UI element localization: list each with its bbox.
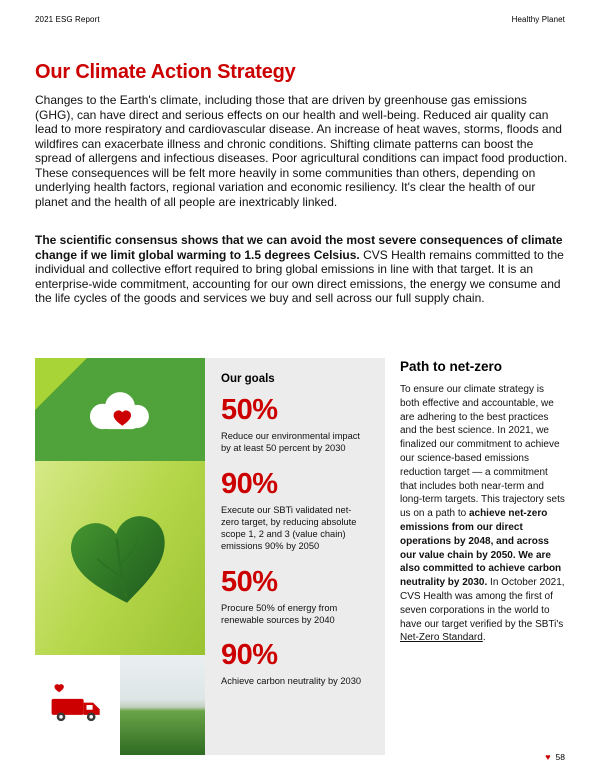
net-zero-text-1: To ensure our climate strategy is both effective and accountable, we are adhering to the best practices and the best science. In 2021, we finalized our commitment to achieve our science-based emissions reduction target — a commitment that includes both near-term and long-term targets. This trajectory sets us on a path to — [400, 384, 565, 520]
field-photo — [120, 655, 205, 755]
our-goals-panel — [205, 358, 385, 755]
net-zero-heading: Path to net-zero — [400, 359, 503, 374]
intro-paragraph: Changes to the Earth's climate, including those that are driven by greenhouse gas emissions (GHG), can have direct and serious effects on our health and well-being. Reduced air quality can lead to more respiratory and cardiovascular disease. An increase of heat waves, storms, floods and wildfires can exacerbate illness and chronic conditions. Shifting climate patterns can boost the spread of allergens and infectious diseases. Poor agricultural conditions can impact food production. These consequences will be felt more heavily in some communities than others, depending on underlying health factors, regional variation and economic resiliency. It's clear the health of our planet and the health of all people are inextricably linked. — [35, 93, 568, 209]
feature-section — [35, 358, 565, 755]
page-header — [35, 15, 565, 24]
consensus-bold-text: The scientific consensus shows that we can avoid the most severe consequences of climate change if we limit global warming to 1.5 degrees Celsius. — [35, 233, 563, 262]
header-report-name: 2021 ESG Report — [35, 15, 100, 24]
consensus-paragraph — [35, 233, 568, 306]
leaf-heart-icon — [57, 499, 183, 616]
cloud-tile — [35, 358, 205, 461]
goal-description: Achieve carbon neutrality by 2030 — [221, 676, 362, 687]
goal-value: 90% — [221, 639, 278, 672]
consensus-rest-text: CVS Health remains committed to the individual and collective effort required to bring global emissions in line with that target. It is an enterprise-wide commitment, accounting for our own direct emissions, the energy we consume and the life cycles of the goods and services we buy and sell across our full supply chain. — [35, 247, 564, 305]
page-footer — [545, 752, 565, 762]
goal-value: 90% — [221, 467, 278, 500]
goal-item — [221, 565, 369, 627]
goal-value: 50% — [221, 565, 278, 598]
goal-description: Procure 50% of energy from renewable sources by 2040 — [221, 602, 338, 626]
net-zero-bold-text: achieve net-zero emissions from our direct operations by 2048, and across our value chain by 2050. We are also committed to achieve carbon neutrality by 2030. — [400, 508, 562, 589]
net-zero-text-2: In October 2021, CVS Health was among the first of seven corporations in the world to have our target verified by the SBTi's — [400, 577, 565, 630]
goal-value: 50% — [221, 394, 278, 426]
feature-imagery — [35, 358, 205, 755]
net-zero-standard-link[interactable]: Net-Zero Standard — [400, 632, 483, 644]
heart-icon: ♥ — [545, 751, 551, 762]
goal-item — [221, 641, 369, 687]
goal-description: Execute our SBTi validated net-zero target, by reducing absolute scope 1, 2 and 3 (value chain) emissions 90% by 2050 — [221, 504, 357, 552]
goal-description: Reduce our environmental impact by at least 50 percent by 2030 — [221, 431, 361, 454]
cloud-heart-icon — [83, 385, 157, 434]
goal-item — [221, 396, 369, 455]
net-zero-text-3: . — [482, 632, 486, 644]
delivery-truck-tile — [35, 655, 120, 755]
page-number: 58 — [555, 752, 565, 762]
page-title: Our Climate Action Strategy — [35, 61, 296, 83]
goals-heading: Our goals — [221, 373, 275, 385]
truck-heart-icon — [45, 680, 111, 731]
bottom-tiles — [35, 655, 205, 755]
goal-item — [221, 467, 369, 553]
net-zero-column — [400, 358, 565, 645]
header-section-name: Healthy Planet — [511, 15, 565, 24]
net-zero-body — [400, 383, 565, 645]
leaf-heart-photo — [35, 461, 205, 655]
